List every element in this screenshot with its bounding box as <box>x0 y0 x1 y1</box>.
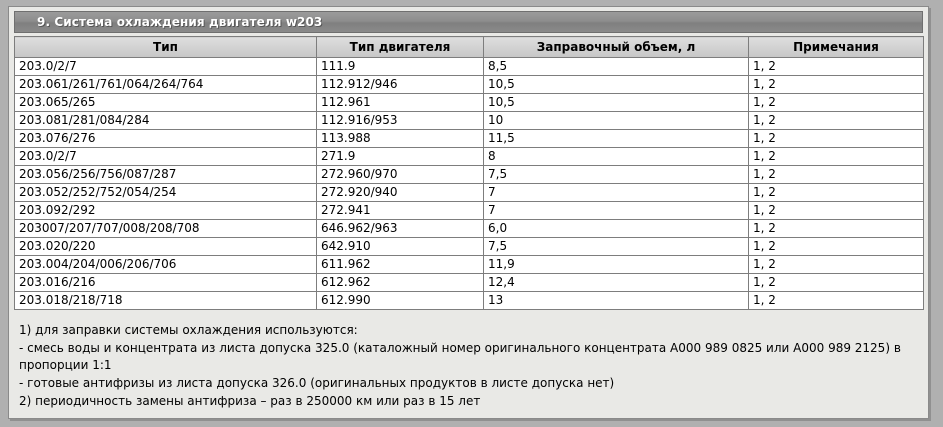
cell-engine-type: 642.910 <box>317 238 484 256</box>
cell-notes: 1, 2 <box>749 130 924 148</box>
cell-notes: 1, 2 <box>749 112 924 130</box>
cell-notes: 1, 2 <box>749 94 924 112</box>
cell-capacity: 10 <box>484 112 749 130</box>
cell-capacity: 8 <box>484 148 749 166</box>
cell-notes: 1, 2 <box>749 148 924 166</box>
column-header-capacity: Заправочный объем, л <box>484 37 749 58</box>
note-line: 2) периодичность замены антифриза – раз в 250000 км или раз в 15 лет <box>19 394 481 408</box>
cell-engine-type: 646.962/963 <box>317 220 484 238</box>
cell-type: 203.0/2/7 <box>15 58 317 76</box>
cell-capacity: 7,5 <box>484 166 749 184</box>
table-row <box>15 76 924 94</box>
table-row <box>15 112 924 130</box>
cell-capacity: 12,4 <box>484 274 749 292</box>
column-header-type: Тип <box>15 37 317 58</box>
cell-engine-type: 111.9 <box>317 58 484 76</box>
notes-block <box>19 322 918 410</box>
table-row <box>15 166 924 184</box>
note-line: - готовые антифризы из листа допуска 326.0 (оригинальных продуктов в листе допуска нет) <box>19 376 615 390</box>
cell-type: 203.0/2/7 <box>15 148 317 166</box>
cell-notes: 1, 2 <box>749 292 924 310</box>
column-header-engine-type: Тип двигателя <box>317 37 484 58</box>
column-header-notes: Примечания <box>749 37 924 58</box>
cell-capacity: 11,5 <box>484 130 749 148</box>
cell-type: 203.092/292 <box>15 202 317 220</box>
table-row <box>15 130 924 148</box>
cell-capacity: 8,5 <box>484 58 749 76</box>
cell-type: 203007/207/707/008/208/708 <box>15 220 317 238</box>
page-title: 9. Система охлаждения двигателя w203 <box>37 15 323 29</box>
cell-capacity: 10,5 <box>484 76 749 94</box>
cell-capacity: 7 <box>484 184 749 202</box>
cell-engine-type: 272.960/970 <box>317 166 484 184</box>
cell-notes: 1, 2 <box>749 202 924 220</box>
cell-notes: 1, 2 <box>749 256 924 274</box>
cell-type: 203.018/218/718 <box>15 292 317 310</box>
cell-type: 203.076/276 <box>15 130 317 148</box>
cell-type: 203.081/281/084/284 <box>15 112 317 130</box>
cell-type: 203.061/261/761/064/264/764 <box>15 76 317 94</box>
cell-capacity: 13 <box>484 292 749 310</box>
cell-notes: 1, 2 <box>749 166 924 184</box>
cell-engine-type: 112.916/953 <box>317 112 484 130</box>
cell-engine-type: 112.961 <box>317 94 484 112</box>
table-row <box>15 184 924 202</box>
cell-notes: 1, 2 <box>749 238 924 256</box>
cell-capacity: 10,5 <box>484 94 749 112</box>
cell-engine-type: 612.962 <box>317 274 484 292</box>
cell-notes: 1, 2 <box>749 274 924 292</box>
cell-notes: 1, 2 <box>749 220 924 238</box>
cell-notes: 1, 2 <box>749 58 924 76</box>
cell-capacity: 7 <box>484 202 749 220</box>
cell-type: 203.052/252/752/054/254 <box>15 184 317 202</box>
table-row <box>15 58 924 76</box>
cell-type: 203.065/265 <box>15 94 317 112</box>
cell-notes: 1, 2 <box>749 184 924 202</box>
cell-type: 203.004/204/006/206/706 <box>15 256 317 274</box>
note-line: 1) для заправки системы охлаждения используются: <box>19 323 358 337</box>
cell-engine-type: 271.9 <box>317 148 484 166</box>
coolant-spec-table <box>14 36 924 310</box>
cell-engine-type: 112.912/946 <box>317 76 484 94</box>
table-row <box>15 94 924 112</box>
cell-engine-type: 272.920/940 <box>317 184 484 202</box>
cell-type: 203.016/216 <box>15 274 317 292</box>
table-header-row <box>15 37 924 58</box>
cell-type: 203.056/256/756/087/287 <box>15 166 317 184</box>
section-title-bar <box>14 11 923 33</box>
cell-engine-type: 611.962 <box>317 256 484 274</box>
table-row <box>15 238 924 256</box>
table-row <box>15 292 924 310</box>
table-body <box>15 58 924 310</box>
table-row <box>15 202 924 220</box>
cell-capacity: 6,0 <box>484 220 749 238</box>
cell-engine-type: 272.941 <box>317 202 484 220</box>
table-row <box>15 220 924 238</box>
cell-capacity: 7,5 <box>484 238 749 256</box>
cell-type: 203.020/220 <box>15 238 317 256</box>
cell-engine-type: 113.988 <box>317 130 484 148</box>
cell-notes: 1, 2 <box>749 76 924 94</box>
cell-engine-type: 612.990 <box>317 292 484 310</box>
note-line: - смесь воды и концентрата из листа допуска 325.0 (каталожный номер оригинального концентрата A000 989 0825 или A000 989 2125) в пропорции 1:1 <box>19 341 901 372</box>
table-row <box>15 148 924 166</box>
cell-capacity: 11,9 <box>484 256 749 274</box>
table-row <box>15 274 924 292</box>
table-row <box>15 256 924 274</box>
document-page <box>8 6 929 419</box>
